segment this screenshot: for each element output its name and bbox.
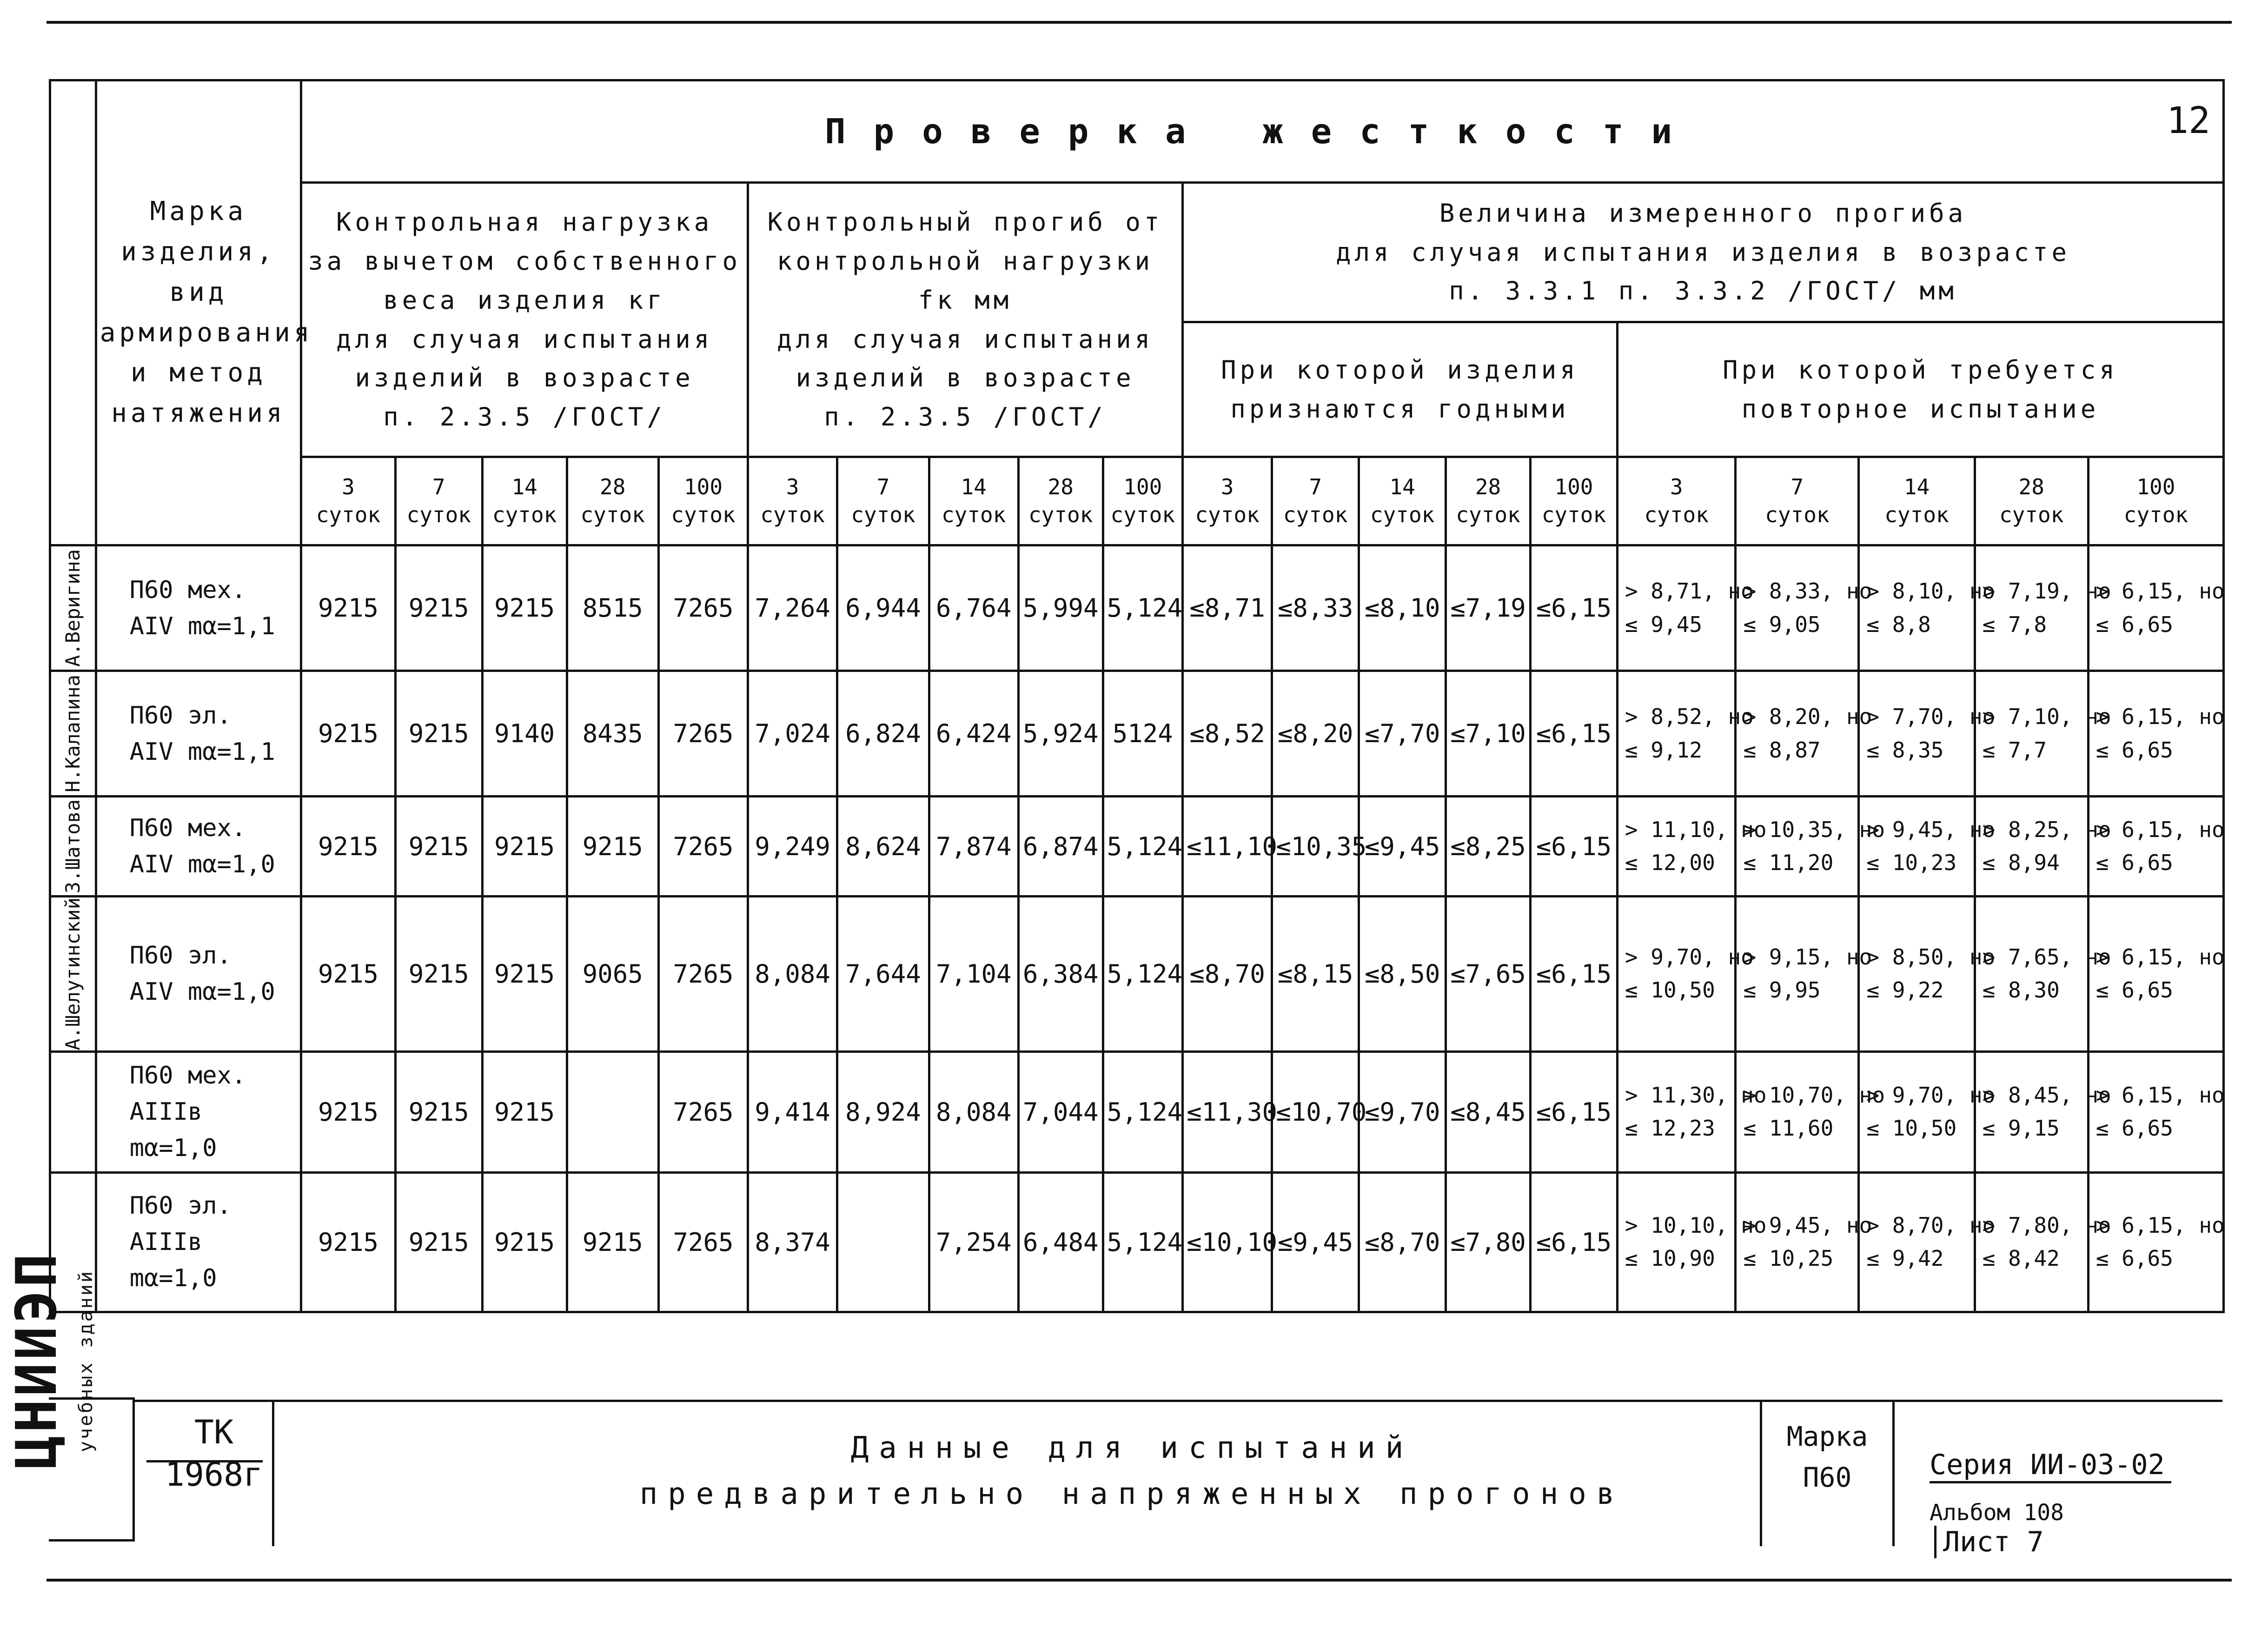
retest-cell: > 11,10, но ≤ 12,00 bbox=[1617, 797, 1736, 897]
ok-cell: ≤8,70 bbox=[1183, 897, 1272, 1052]
side-name-cell: З.Шатова bbox=[50, 797, 96, 897]
retest-cell: > 9,45, но ≤ 10,23 bbox=[1859, 797, 1975, 897]
age-header-cell: 14 суток bbox=[929, 457, 1018, 545]
load-cell: 7265 bbox=[658, 797, 748, 897]
load-cell: 8515 bbox=[567, 545, 658, 671]
retest-cell: > 6,15, но ≤ 6,65 bbox=[2088, 545, 2223, 671]
defl-cell: 5124 bbox=[1103, 671, 1182, 797]
retest-cell: > 6,15, но ≤ 6,65 bbox=[2088, 897, 2223, 1052]
defl-cell: 6,824 bbox=[837, 671, 929, 797]
retest-cell: > 8,20, но ≤ 8,87 bbox=[1736, 671, 1859, 797]
load-cell: 9215 bbox=[482, 897, 567, 1052]
defl-cell: 8,374 bbox=[748, 1172, 837, 1312]
product-mark-cell: П60 эл. AIV mα=1,1 bbox=[96, 671, 301, 797]
ok-cell: ≤8,45 bbox=[1446, 1051, 1531, 1172]
retest-cell: > 8,70, но ≤ 9,42 bbox=[1859, 1172, 1975, 1312]
retest-cell: > 7,80, но ≤ 8,42 bbox=[1975, 1172, 2088, 1312]
deflection-group-header: Контрольный прогиб от контрольной нагрузки fк мм для случая испытания изделий в возрасте п. 2.3.5 /ГОСТ/ bbox=[748, 183, 1183, 457]
organization-name: ЦНИИЭП bbox=[5, 1251, 69, 1469]
defl-cell: 8,084 bbox=[748, 897, 837, 1052]
retest-cell: > 6,15, но ≤ 6,65 bbox=[2088, 1051, 2223, 1172]
defl-cell: 9,249 bbox=[748, 797, 837, 897]
age-header-cell: 100 суток bbox=[1530, 457, 1617, 545]
organization-subtitle: учебных зданий bbox=[75, 1269, 97, 1453]
load-cell: 9215 bbox=[567, 797, 658, 897]
retest-cell: > 6,15, но ≤ 6,65 bbox=[2088, 797, 2223, 897]
ok-cell: ≤9,70 bbox=[1359, 1051, 1446, 1172]
age-header-cell: 14 суток bbox=[1859, 457, 1975, 545]
age-header-cell: 3 суток bbox=[1183, 457, 1272, 545]
defl-cell: 5,124 bbox=[1103, 1051, 1182, 1172]
tk-divider bbox=[146, 1460, 263, 1462]
age-header-cell: 100 суток bbox=[1103, 457, 1182, 545]
age-header-cell: 28 суток bbox=[1446, 457, 1531, 545]
load-cell: 9215 bbox=[301, 671, 396, 797]
ok-cell: ≤10,10 bbox=[1183, 1172, 1272, 1312]
ok-cell: ≤11,10 bbox=[1183, 797, 1272, 897]
side-blank bbox=[50, 80, 96, 545]
defl-cell: 5,994 bbox=[1018, 545, 1103, 671]
defl-cell: 6,424 bbox=[929, 671, 1018, 797]
ok-cell: ≤8,25 bbox=[1446, 797, 1531, 897]
marka-block: Марка П60 bbox=[1760, 1402, 1895, 1546]
product-mark-cell: П60 мех. AIV mα=1,1 bbox=[96, 545, 301, 671]
load-cell: 9215 bbox=[301, 797, 396, 897]
table-title: Проверка жесткости bbox=[301, 80, 2224, 183]
retest-cell: > 8,10, но ≤ 8,8 bbox=[1859, 545, 1975, 671]
ok-cell: ≤11,30 bbox=[1183, 1051, 1272, 1172]
retest-cell: > 6,15, но ≤ 6,65 bbox=[2088, 671, 2223, 797]
retest-cell: > 6,15, но ≤ 6,65 bbox=[2088, 1172, 2223, 1312]
age-header-cell: 28 суток bbox=[1018, 457, 1103, 545]
ok-cell: ≤7,65 bbox=[1446, 897, 1531, 1052]
side-name-cell: А.Веригина bbox=[50, 545, 96, 671]
retest-cell: > 8,52, но ≤ 9,12 bbox=[1617, 671, 1736, 797]
load-cell: 7265 bbox=[658, 671, 748, 797]
ok-cell: ≤6,15 bbox=[1530, 545, 1617, 671]
retest-cell: > 7,19, но ≤ 7,8 bbox=[1975, 545, 2088, 671]
load-cell: 7265 bbox=[658, 545, 748, 671]
load-cell: 9215 bbox=[482, 545, 567, 671]
load-cell: 9215 bbox=[567, 1172, 658, 1312]
product-mark-cell: П60 мех. AIV mα=1,0 bbox=[96, 797, 301, 897]
ok-cell: ≤7,19 bbox=[1446, 545, 1531, 671]
table-row bbox=[50, 897, 2224, 1052]
title-block bbox=[133, 1400, 2222, 1558]
marka-header: Марка изделия, вид армирования и метод натяжения bbox=[96, 80, 301, 545]
age-header-cell: 100 суток bbox=[2088, 457, 2223, 545]
ok-cell: ≤8,50 bbox=[1359, 897, 1446, 1052]
table-row bbox=[50, 1172, 2224, 1312]
defl-cell: 8,624 bbox=[837, 797, 929, 897]
retest-subheader: При которой требуется повторное испытание bbox=[1617, 322, 2223, 457]
load-cell: 9215 bbox=[395, 797, 482, 897]
tk-vertical-line bbox=[272, 1402, 274, 1546]
load-cell: 9065 bbox=[567, 897, 658, 1052]
retest-cell: > 8,45, но ≤ 9,15 bbox=[1975, 1051, 2088, 1172]
retest-cell: > 8,50, но ≤ 9,22 bbox=[1859, 897, 1975, 1052]
age-header-cell: 28 суток bbox=[1975, 457, 2088, 545]
retest-cell: > 11,30, но ≤ 12,23 bbox=[1617, 1051, 1736, 1172]
retest-cell: > 9,70, но ≤ 10,50 bbox=[1859, 1051, 1975, 1172]
defl-cell: 6,944 bbox=[837, 545, 929, 671]
age-header-cell: 28 суток bbox=[567, 457, 658, 545]
year: 1968г bbox=[165, 1455, 263, 1494]
defl-cell: 9,414 bbox=[748, 1051, 837, 1172]
load-cell: 7265 bbox=[658, 1051, 748, 1172]
load-cell: 7265 bbox=[658, 897, 748, 1052]
load-cell: 9215 bbox=[301, 1051, 396, 1172]
side-name-cell: А.Шелутинский bbox=[50, 897, 96, 1052]
defl-cell: 5,124 bbox=[1103, 545, 1182, 671]
load-cell: 9215 bbox=[395, 897, 482, 1052]
load-cell: 9215 bbox=[395, 545, 482, 671]
defl-cell: 7,264 bbox=[748, 545, 837, 671]
load-cell: 9215 bbox=[395, 1051, 482, 1172]
age-header-row bbox=[50, 457, 2224, 545]
retest-cell: > 7,70, но ≤ 8,35 bbox=[1859, 671, 1975, 797]
retest-cell: > 8,25, но ≤ 8,94 bbox=[1975, 797, 2088, 897]
retest-cell: > 9,15, но ≤ 9,95 bbox=[1736, 897, 1859, 1052]
defl-cell: 5,124 bbox=[1103, 1172, 1182, 1312]
retest-cell: > 10,70, но ≤ 11,60 bbox=[1736, 1051, 1859, 1172]
ok-cell: ≤10,70 bbox=[1272, 1051, 1359, 1172]
top-border-line bbox=[46, 21, 2232, 24]
age-header-cell: 3 суток bbox=[1617, 457, 1736, 545]
defl-cell: 7,024 bbox=[748, 671, 837, 797]
age-header-cell: 7 суток bbox=[837, 457, 929, 545]
age-header-cell: 14 суток bbox=[1359, 457, 1446, 545]
age-header-cell: 14 суток bbox=[482, 457, 567, 545]
ok-cell: ≤8,10 bbox=[1359, 545, 1446, 671]
defl-cell: 7,254 bbox=[929, 1172, 1018, 1312]
ok-cell: ≤9,45 bbox=[1272, 1172, 1359, 1312]
defl-cell: 6,384 bbox=[1018, 897, 1103, 1052]
age-header-cell: 100 суток bbox=[658, 457, 748, 545]
retest-cell: > 8,71, но ≤ 9,45 bbox=[1617, 545, 1736, 671]
defl-cell: 7,044 bbox=[1018, 1051, 1103, 1172]
load-cell: 9215 bbox=[301, 545, 396, 671]
ok-cell: ≤7,10 bbox=[1446, 671, 1531, 797]
ok-cell: ≤6,15 bbox=[1530, 671, 1617, 797]
defl-cell: 7,874 bbox=[929, 797, 1018, 897]
defl-cell: 8,084 bbox=[929, 1051, 1018, 1172]
page-number: 12 bbox=[2167, 100, 2210, 142]
sheet-label: Лист 7 bbox=[1934, 1526, 2044, 1558]
retest-cell: > 10,10, но ≤ 10,90 bbox=[1617, 1172, 1736, 1312]
load-cell: 9215 bbox=[482, 1051, 567, 1172]
load-cell: 8435 bbox=[567, 671, 658, 797]
load-cell: 9215 bbox=[395, 1172, 482, 1312]
ok-cell: ≤8,52 bbox=[1183, 671, 1272, 797]
retest-cell: > 7,65, но ≤ 8,30 bbox=[1975, 897, 2088, 1052]
load-cell: 9215 bbox=[301, 1172, 396, 1312]
ok-cell: ≤6,15 bbox=[1530, 1172, 1617, 1312]
age-header-cell: 7 суток bbox=[395, 457, 482, 545]
side-name-cell bbox=[50, 1051, 96, 1172]
album-label: Альбом 108 bbox=[1930, 1500, 2064, 1526]
load-cell: 9215 bbox=[301, 897, 396, 1052]
series-label: Серия ИИ-03-02 bbox=[1930, 1449, 2171, 1483]
marka-value: П60 bbox=[1803, 1462, 1852, 1493]
load-cell bbox=[567, 1051, 658, 1172]
ok-cell: ≤8,33 bbox=[1272, 545, 1359, 671]
ok-cell: ≤6,15 bbox=[1530, 1051, 1617, 1172]
table-row bbox=[50, 797, 2224, 897]
accepted-subheader: При которой изделия признаются годными bbox=[1183, 322, 1618, 457]
measured-group-header: Величина измеренного прогиба для случая испытания изделия в возрасте п. 3.3.1 п. 3.3.2 /ГОСТ/ мм bbox=[1183, 183, 2224, 322]
defl-cell: 6,484 bbox=[1018, 1172, 1103, 1312]
sheet-title: Данные для испытаний предварительно напряженных прогонов bbox=[639, 1431, 1625, 1512]
load-cell: 9140 bbox=[482, 671, 567, 797]
album-sheet bbox=[1930, 1500, 2171, 1558]
ok-cell: ≤6,15 bbox=[1530, 897, 1617, 1052]
ok-cell: ≤9,45 bbox=[1359, 797, 1446, 897]
ok-cell: ≤7,80 bbox=[1446, 1172, 1531, 1312]
age-header-cell: 3 суток bbox=[748, 457, 837, 545]
product-mark-cell: П60 эл. AIV mα=1,0 bbox=[96, 897, 301, 1052]
defl-cell: 8,924 bbox=[837, 1051, 929, 1172]
ok-cell: ≤6,15 bbox=[1530, 797, 1617, 897]
bottom-border-line bbox=[46, 1579, 2232, 1582]
retest-cell: > 9,70, но ≤ 10,50 bbox=[1617, 897, 1736, 1052]
age-header-cell: 3 суток bbox=[301, 457, 396, 545]
age-header-cell: 7 суток bbox=[1736, 457, 1859, 545]
stiffness-table bbox=[49, 79, 2225, 1428]
load-cell: 9215 bbox=[482, 797, 567, 897]
ok-cell: ≤8,71 bbox=[1183, 545, 1272, 671]
ok-cell: ≤10,35 bbox=[1272, 797, 1359, 897]
load-cell: 9215 bbox=[482, 1172, 567, 1312]
defl-cell: 7,644 bbox=[837, 897, 929, 1052]
table-row bbox=[50, 545, 2224, 671]
load-group-header: Контрольная нагрузка за вычетом собственного веса изделия кг для случая испытания изделий в возрасте п. 2.3.5 /ГОСТ/ bbox=[301, 183, 748, 457]
defl-cell: 5,924 bbox=[1018, 671, 1103, 797]
product-mark-cell: П60 мех. AIIIв mα=1,0 bbox=[96, 1051, 301, 1172]
defl-cell: 6,874 bbox=[1018, 797, 1103, 897]
table-row bbox=[50, 671, 2224, 797]
retest-cell: > 9,45, но ≤ 10,25 bbox=[1736, 1172, 1859, 1312]
side-name-cell: Н.Калапина bbox=[50, 671, 96, 797]
defl-cell: 5,124 bbox=[1103, 897, 1182, 1052]
age-header-cell: 7 суток bbox=[1272, 457, 1359, 545]
defl-cell: 6,764 bbox=[929, 545, 1018, 671]
retest-cell: > 7,10, но ≤ 7,7 bbox=[1975, 671, 2088, 797]
table-row bbox=[50, 1051, 2224, 1172]
defl-cell: 7,104 bbox=[929, 897, 1018, 1052]
retest-cell: > 10,35, но ≤ 11,20 bbox=[1736, 797, 1859, 897]
defl-cell: 5,124 bbox=[1103, 797, 1182, 897]
product-mark-cell: П60 эл. AIIIв mα=1,0 bbox=[96, 1172, 301, 1312]
defl-cell bbox=[837, 1172, 929, 1312]
ok-cell: ≤8,20 bbox=[1272, 671, 1359, 797]
ok-cell: ≤8,15 bbox=[1272, 897, 1359, 1052]
load-cell: 9215 bbox=[395, 671, 482, 797]
retest-cell: > 8,33, но ≤ 9,05 bbox=[1736, 545, 1859, 671]
ok-cell: ≤8,70 bbox=[1359, 1172, 1446, 1312]
tk-mark: ТК 1968г bbox=[151, 1411, 277, 1496]
ok-cell: ≤7,70 bbox=[1359, 671, 1446, 797]
load-cell: 7265 bbox=[658, 1172, 748, 1312]
